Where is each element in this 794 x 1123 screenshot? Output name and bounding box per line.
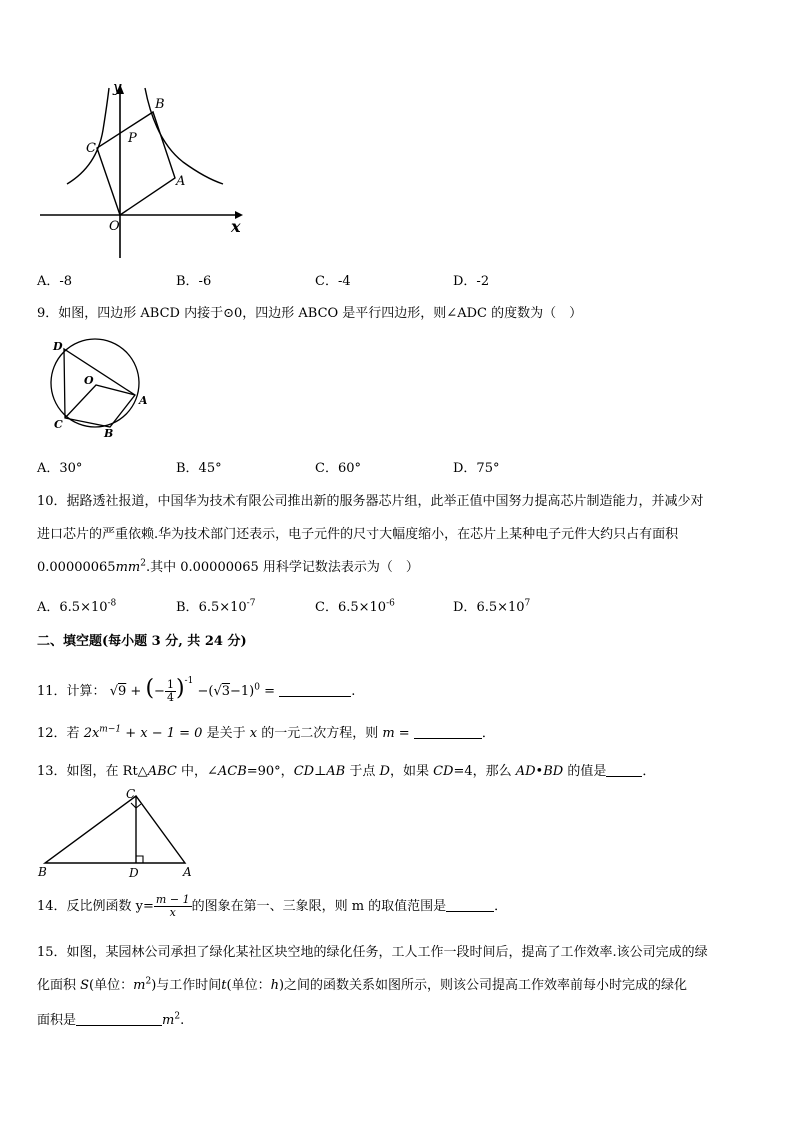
q10-option-b-base: 6.5×10 xyxy=(198,600,247,615)
q14-prefix: 14．反比例函数 y= xyxy=(37,899,154,914)
q10-line2: 进口芯片的严重依赖.华为技术部门还表示，电子元件的尺寸大幅度缩小，在芯片上某种电子元件大约只占有面积 xyxy=(37,527,679,542)
q15-line1: 15．如图，某园林公司承担了绿化某社区块空地的绿化任务，工人工作一段时间后，提高了工作效率.该公司完成的绿 xyxy=(37,945,708,960)
q12-eq: = xyxy=(394,726,414,741)
q11-exp0: 0 xyxy=(254,682,260,693)
q8-option-d[interactable]: D．-2 xyxy=(453,274,490,289)
q15-t: t xyxy=(221,978,227,993)
q13-text-f: =4，那么 xyxy=(453,764,516,779)
q15-m-exp: 2 xyxy=(145,976,152,987)
right-angle-d xyxy=(136,856,143,863)
q11-frac-num: 1 xyxy=(166,678,174,691)
parallelogram-abco xyxy=(65,385,135,418)
label-b: B xyxy=(38,865,47,878)
figure-q9-circle xyxy=(35,330,160,445)
q13-end: ． xyxy=(642,764,656,779)
q10-value: 0.00000065 xyxy=(37,560,116,575)
label-c: C xyxy=(86,141,96,156)
q13-text-g: 的值是 xyxy=(563,764,607,779)
q8-option-b[interactable]: B．-6 xyxy=(176,274,212,289)
triangle-abc xyxy=(45,796,185,863)
square-oabc xyxy=(97,112,175,215)
q15-line2 xyxy=(37,974,687,993)
label-a: A xyxy=(176,174,186,189)
q11-fraction xyxy=(165,679,176,704)
q10-line3-rest: .其中 0.00000065 用科学记数法表示为（ ） xyxy=(145,560,419,575)
q10-option-c-exp: -6 xyxy=(386,598,395,609)
q12-eq-exp: m−1 xyxy=(99,724,122,735)
section-title: 二、填空题(每小题 3 分, 共 24 分) xyxy=(37,634,247,649)
label-d: D xyxy=(129,866,139,878)
q15-l2a: 化面积 xyxy=(37,978,81,993)
q15-unit-exp: 2 xyxy=(174,1011,181,1022)
q12-var: x xyxy=(249,726,258,741)
q13-text-e: ，如果 xyxy=(389,764,434,779)
q11-end: . xyxy=(351,684,356,699)
q13-text-a: 13．如图，在 Rt△ xyxy=(37,764,148,779)
q15-m: m xyxy=(133,978,146,993)
label-a: A xyxy=(139,394,148,407)
q8-option-c[interactable]: C．-4 xyxy=(315,274,351,289)
q12-rest: 的一元二次方程，则 xyxy=(257,726,383,741)
q9-option-d[interactable]: D．75° xyxy=(453,461,500,476)
q13-abc: ABC xyxy=(147,764,177,779)
q15-l2c: )与工作时间 xyxy=(151,978,222,993)
q13-text-d: 于点 xyxy=(345,764,380,779)
q13-text-c: =90°， xyxy=(246,764,294,779)
q13-adbd: AD•BD xyxy=(515,764,564,779)
label-y: y xyxy=(113,80,122,96)
label-o: O xyxy=(84,374,94,387)
q14-fraction xyxy=(154,894,192,919)
label-o: O xyxy=(109,219,120,234)
q10-option-b[interactable] xyxy=(176,596,255,615)
figure-q13-triangle xyxy=(35,786,200,878)
q13-text-b: 中，∠ xyxy=(176,764,218,779)
q10-unit-exp: 2 xyxy=(140,558,146,569)
q15-answer-blank[interactable] xyxy=(76,1013,162,1026)
q11-sqrt9-radicand: 9 xyxy=(117,684,127,699)
q11-sqrt9: √9 xyxy=(109,684,127,699)
q10-line1: 10．据路透社报道，中国华为技术有限公司推出新的服务器芯片组，此举正值中国努力提高芯片制造能力，并减少对 xyxy=(37,494,704,509)
q11-line xyxy=(37,668,355,705)
q15-h: h xyxy=(270,978,279,993)
q12-m: m xyxy=(382,726,395,741)
q15-unit: m xyxy=(162,1013,175,1028)
q10-option-c-base: 6.5×10 xyxy=(337,600,387,615)
q10-option-a-base: 6.5×10 xyxy=(59,600,108,615)
q10-option-d-base: 6.5×10 xyxy=(476,600,525,615)
q10-option-d-exp: 7 xyxy=(524,598,531,609)
label-b: B xyxy=(155,97,165,112)
q13-cd4: CD xyxy=(433,764,454,779)
label-c: C xyxy=(54,418,63,431)
label-d: D xyxy=(53,340,63,353)
q12-eq-rest: + x − 1 = 0 xyxy=(121,726,203,741)
q11-frac-den: 4 xyxy=(166,691,174,704)
q11-sqrt3-radicand: 3 xyxy=(221,684,231,699)
q15-l2e: )之间的函数关系如图所示，则该公司提高工作效率前每小时完成的绿化 xyxy=(278,978,688,993)
q10-option-a-label: A． xyxy=(37,600,60,615)
label-c: C xyxy=(126,787,136,801)
label-p: P xyxy=(128,131,137,146)
q11-equals: = xyxy=(264,684,276,699)
q15-s: S xyxy=(80,978,90,993)
q10-option-b-label: B． xyxy=(176,600,199,615)
q14-rest: 的图象在第一、三象限，则 m 的取值范围是 xyxy=(191,899,447,914)
q13-line xyxy=(37,760,655,779)
q11-plus: + xyxy=(130,684,142,699)
q10-unit: mm xyxy=(115,560,141,575)
q11-term2-close: −1) xyxy=(230,684,255,699)
q14-frac-num: m − 1 xyxy=(155,893,190,906)
q10-option-b-exp: -7 xyxy=(246,598,256,609)
q8-option-a[interactable]: A．-8 xyxy=(37,274,73,289)
label-x: x xyxy=(231,217,241,236)
q15-l2b: (单位： xyxy=(89,978,134,993)
q11-exp-neg1: -1 xyxy=(184,676,194,686)
q9-option-a[interactable]: A．30° xyxy=(37,461,83,476)
q11-paren-close: ) xyxy=(175,676,185,701)
q9-option-c[interactable]: C．60° xyxy=(315,461,361,476)
q11-answer-blank[interactable] xyxy=(279,684,351,697)
q10-option-d-label: D． xyxy=(453,600,477,615)
q14-answer-blank[interactable] xyxy=(446,899,494,912)
q10-option-a-exp: -8 xyxy=(107,598,117,609)
q10-option-c[interactable] xyxy=(315,596,395,615)
q11-prefix: 11．计算： xyxy=(37,684,106,699)
q15-l3a: 面积是 xyxy=(37,1013,77,1028)
label-a: A xyxy=(183,865,192,878)
q13-d: D xyxy=(379,764,390,779)
q13-answer-blank[interactable] xyxy=(606,764,642,777)
q13-acb: ACB xyxy=(217,764,247,779)
q15-line3 xyxy=(37,1009,184,1028)
q10-line3 xyxy=(37,556,419,575)
q12-line xyxy=(37,722,495,741)
q15-l2d: (单位： xyxy=(226,978,271,993)
q12-answer-blank[interactable] xyxy=(414,726,482,739)
q10-option-a[interactable] xyxy=(37,596,116,615)
q9-option-b[interactable]: B．45° xyxy=(176,461,222,476)
q11-paren-open: ( xyxy=(145,676,155,701)
q12-prefix: 12．若 xyxy=(37,726,84,741)
q14-frac-den: x xyxy=(169,906,176,919)
label-b: B xyxy=(104,427,114,440)
q10-option-c-label: C． xyxy=(315,600,338,615)
q11-sqrt3: √3 xyxy=(213,684,231,699)
q14-end: ． xyxy=(494,899,508,914)
q9-question: 9．如图，四边形 ABCD 内接于⊙0，四边形 ABCO 是平行四边形，则∠ADC 的度数为（ ） xyxy=(37,306,583,321)
q12-eq-base: 2x xyxy=(83,726,100,741)
hyperbola-left-branch xyxy=(67,88,109,184)
figure-q8-coordinate-plane xyxy=(35,80,255,260)
q14-line xyxy=(37,893,507,921)
q12-end: ． xyxy=(481,726,495,741)
q10-option-d[interactable] xyxy=(453,596,530,615)
q11-minus: − xyxy=(154,684,165,699)
q12-mid: 是关于 xyxy=(202,726,250,741)
q11-term2-open: −( xyxy=(197,684,214,699)
q15-end: . xyxy=(180,1013,185,1028)
q13-cd-ab: CD⊥AB xyxy=(293,764,346,779)
